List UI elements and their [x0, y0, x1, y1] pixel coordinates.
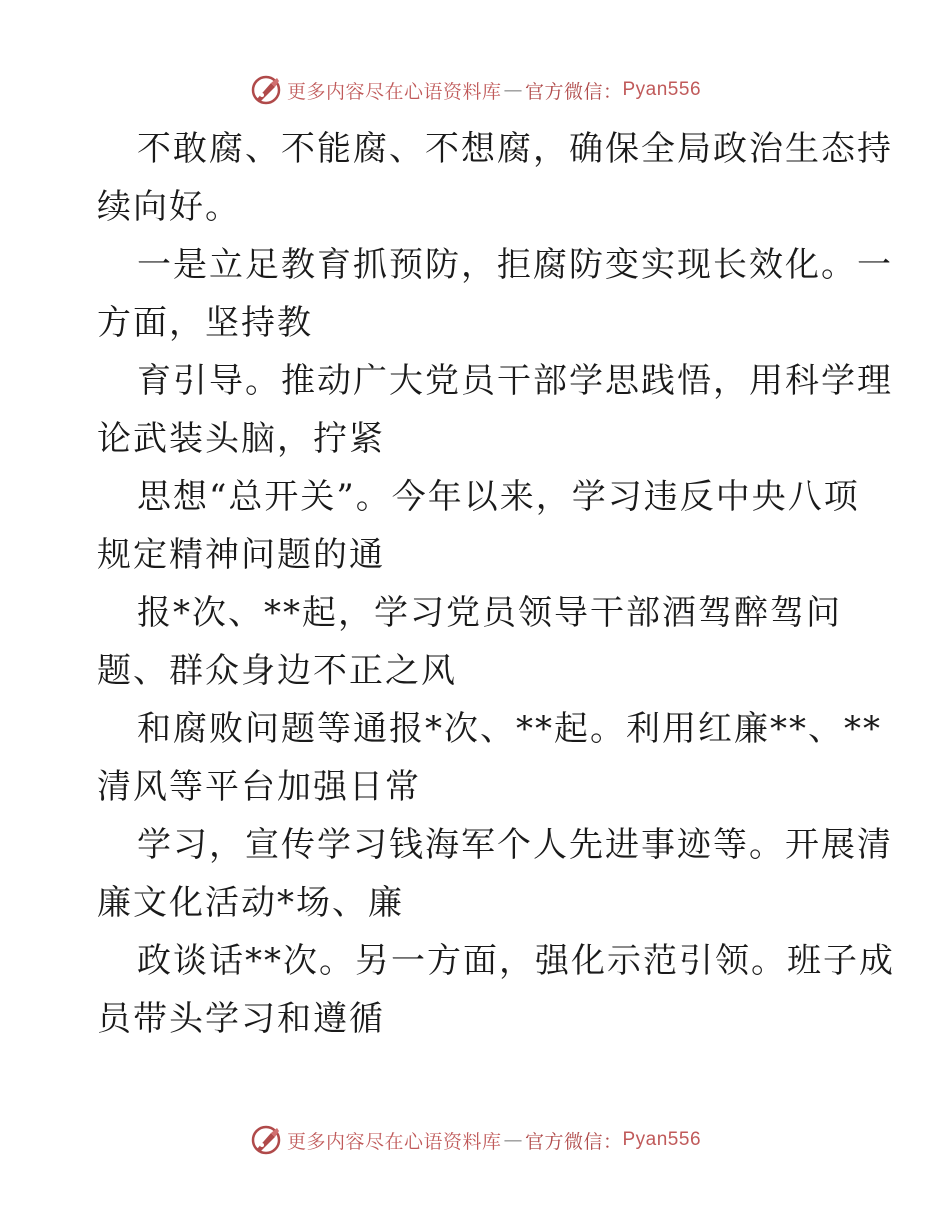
body-line: 思想“总开关”。今年以来，学习违反中央八项 — [137, 477, 860, 517]
body-line: 学习，宣传学习钱海军个人先进事迹等。开展清 — [137, 825, 893, 865]
body-line: 报*次、**起，学习党员领导干部酒驾醉驾问 — [137, 593, 842, 633]
header-watermark — [0, 70, 950, 110]
body-line: 论武装头脑，拧紧 — [97, 419, 385, 459]
body-line: 育引导。推动广大党员干部学思践悟，用科学理 — [137, 361, 893, 401]
footer-watermark — [0, 1120, 950, 1160]
pen-nib-logo-icon — [249, 73, 283, 107]
footer-account-label: 官方微信： — [524, 1130, 623, 1153]
body-line: 不敢腐、不能腐、不想腐，确保全局政治生态持 — [137, 129, 893, 169]
body-line: 廉文化活动*场、廉 — [97, 883, 404, 923]
body-line: 续向好。 — [97, 187, 241, 227]
footer-brand-text: 更多内容尽在心语资料库 — [286, 1130, 502, 1153]
body-line: 员带头学习和遵循 — [97, 999, 385, 1039]
header-separator: — — [503, 79, 523, 101]
header-account-label: 官方微信： — [524, 80, 623, 103]
footer-handle: Pyan556 — [622, 1129, 702, 1150]
body-line: 清风等平台加强日常 — [97, 767, 421, 807]
body-line: 和腐败问题等通报*次、**起。利用红廉**、** — [137, 709, 882, 749]
footer-separator: — — [503, 1129, 523, 1151]
body-line: 政谈话**次。另一方面，强化示范引领。班子成 — [137, 941, 895, 981]
document-body — [97, 120, 895, 1048]
header-handle: Pyan556 — [622, 79, 702, 100]
body-line: 方面，坚持教 — [97, 303, 313, 343]
body-line: 题、群众身边不正之风 — [97, 651, 457, 691]
body-line: 一是立足教育抓预防，拒腐防变实现长效化。一 — [137, 245, 893, 285]
body-line: 规定精神问题的通 — [97, 535, 385, 575]
pen-nib-logo-icon — [249, 1123, 283, 1157]
header-brand-text: 更多内容尽在心语资料库 — [286, 80, 502, 103]
